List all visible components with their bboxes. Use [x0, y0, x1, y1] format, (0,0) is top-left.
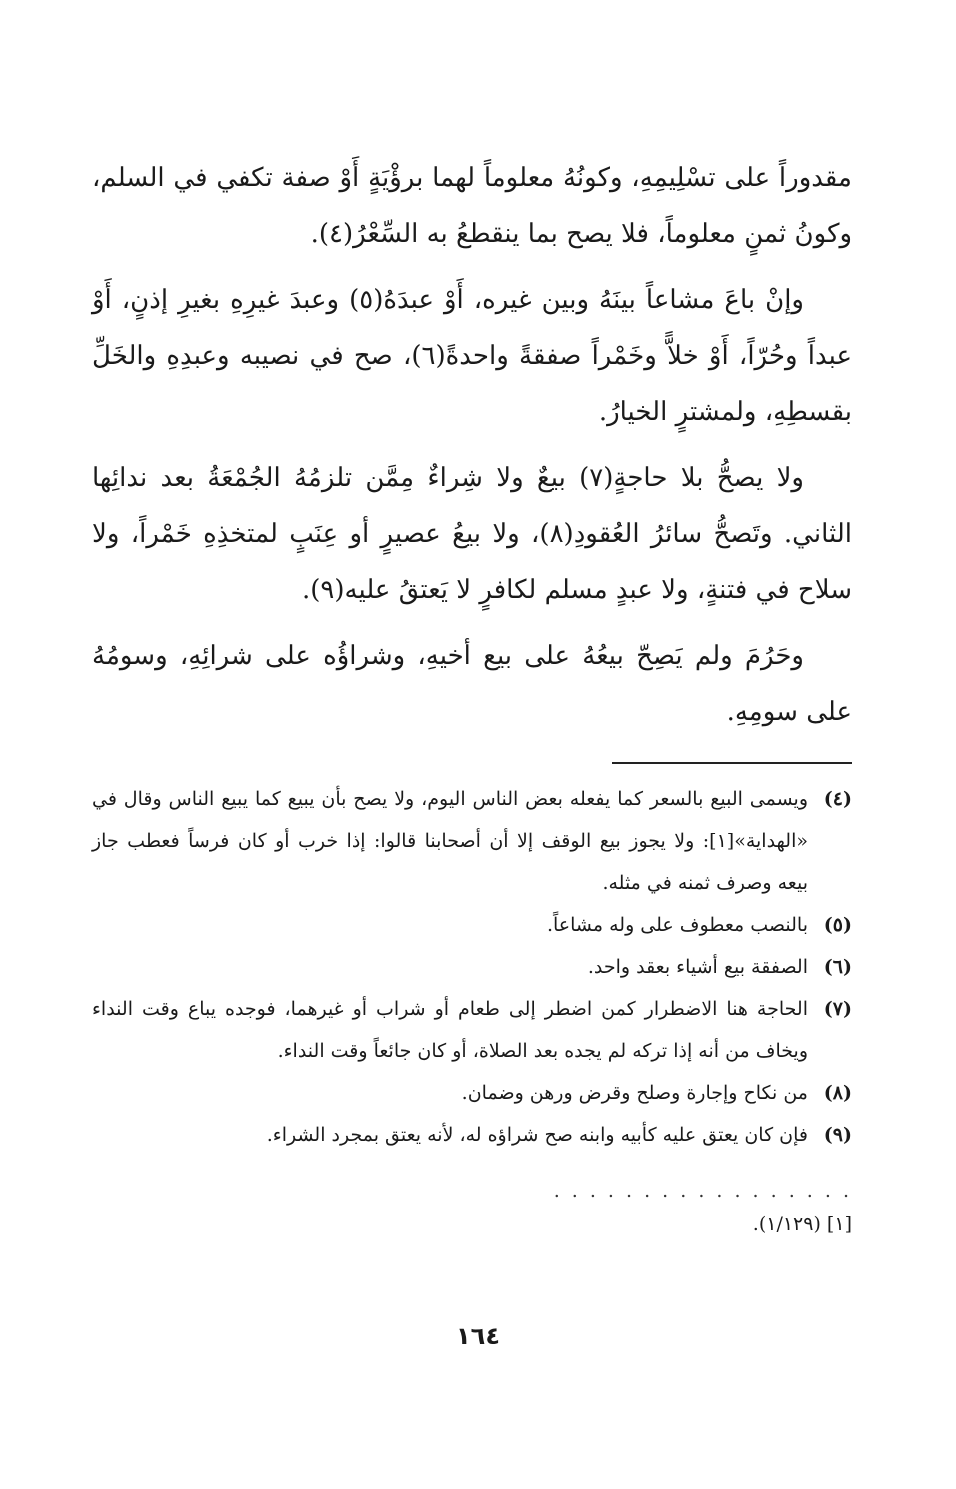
footnote-number: (٤): [823, 788, 852, 810]
paragraph-3: ولا يصحُّ بلا حاجةٍ(٧) بيعٌ ولا شِراءٌ مِمَّن تلزمُهُ الجُمْعَةُ بعد ندائِها الثاني. وتَصحُّ سائرُ العُقودِ(٨)، ولا بيعُ عصيرٍ أو عِنَبٍ لمتخذِهِ خَمْراً، ولا سلاح في فتنةٍ، ولا عبدٍ مسلم لكافرٍ لا يَعتقُ عليه(٩).: [92, 463, 852, 605]
footnote-4: [92, 778, 852, 904]
footnote-text: من نكاح وإجارة وصلح وقرض ورهن وضمان.: [461, 1082, 808, 1104]
footnote-5: [92, 904, 852, 946]
footnote-number: (٨): [823, 1082, 852, 1104]
footnote-number: (٥): [823, 914, 852, 936]
page-number: ١٦٤: [456, 1322, 500, 1350]
paragraph-4: وحَرُمَ ولم يَصِحّ بيعُهُ على بيع أخيهِ، وشراؤُه على شرائِهِ، وسومُهُ على سومِهِ.: [92, 641, 852, 727]
footnote-text: الصفقة بيع أشياء بعقد واحد.: [587, 956, 808, 978]
page-content: [92, 150, 852, 1244]
footnote-7: [92, 988, 852, 1072]
footnote-number: (٧): [823, 998, 852, 1020]
footnote-text: ويسمى البيع بالسعر كما يفعله بعض الناس اليوم، ولا يصح بأن يبيع كما يبيع الناس وقال في «الهداية»[١]: ولا يجوز بيع الوقف إلا أن أصحابنا قالوا: إذا خرب أو كان فرساً فعطب جاز بيعه وصرف ثمنه في مثله.: [92, 788, 808, 894]
editor-reference-note: [١] (١/١٢٩).: [752, 1213, 852, 1235]
paragraph-2: وإنْ باعَ مشاعاً بينَهُ وبين غيره، أَوْ عبدَهُ(٥) وعبدَ غيرِهِ بغيرِ إذنٍ، أَوْ عبداً وحُرّاً، أَوْ خلاًّ وخَمْراً صفقةً واحدةً(٦)، صح في نصيبه وعبدِهِ والخَلِّ بقسطِهِ، ولمشترٍ الخيارُ.: [92, 285, 853, 427]
footnote-number: (٩): [823, 1124, 852, 1146]
footnote-text: بالنصب معطوف على وله مشاعاً.: [546, 914, 808, 936]
footnote-text: الحاجة هنا الاضطرار كمن اضطر إلى طعام أو شراب أو غيرهما، فوجده يباع وقت النداء ويخاف من أنه إذا تركه لم يجده بعد الصلاة، أو كان جائعاً وقت النداء.: [92, 998, 808, 1062]
footnote-9: [92, 1114, 852, 1156]
footnote-8: [92, 1072, 852, 1114]
footnote-text: فإن كان يعتق عليه كأبيه وابنه صح شراؤه له، لأنه يعتق بمجرد الشراء.: [266, 1124, 808, 1146]
paragraph-1: مقدوراً على تسْلِيمِهِ، وكونُهُ معلوماً لهما برؤْيَةٍ أَوْ صفة تكفي في السلم، وكونُ ثمنٍ معلوماً، فلا يصح بما ينقطعُ به السِّعْرُ(٤).: [92, 163, 852, 249]
footnote-number: (٦): [823, 956, 852, 978]
dotted-separator: . . . . . . . . . . . . . . . . .: [553, 1180, 852, 1202]
footnote-6: [92, 946, 852, 988]
footnotes: [92, 778, 852, 1156]
footnote-separator-rule: [612, 762, 852, 764]
